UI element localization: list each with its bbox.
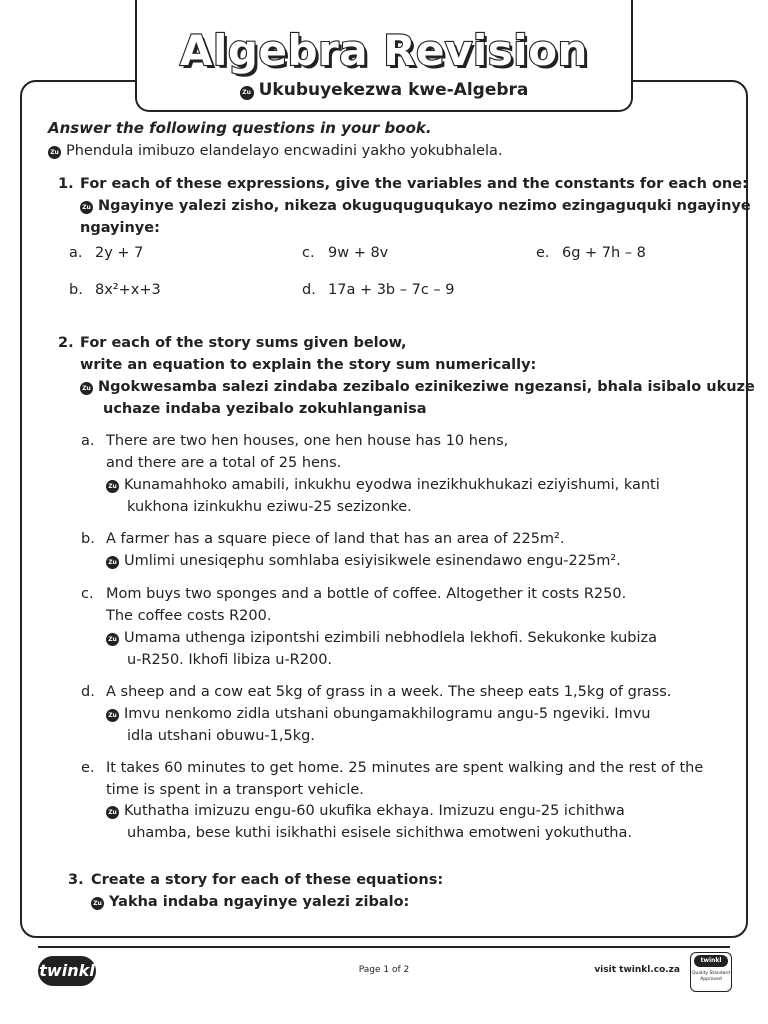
q2-english-cont: write an equation to explain the story sum numerically: <box>80 357 537 373</box>
zulu-badge-icon: Zu <box>80 201 93 214</box>
q1-zulu-cont: ngayinye: <box>80 220 160 236</box>
zulu-badge-icon: Zu <box>106 480 119 493</box>
q1-item-letter: c. <box>302 245 315 261</box>
q2c-english-cont: The coffee costs R200. <box>106 608 272 624</box>
twinkl-logo: twinkl <box>38 956 96 986</box>
q2e-zulu-text: Kuthatha imizuzu engu-60 ukufika ekhaya. Imizuzu engu-25 ichithwa <box>124 803 625 819</box>
q1-item-expr: 6g + 7h – 8 <box>562 245 646 261</box>
subtitle-text: Ukubuyekezwa kwe-Algebra <box>258 80 529 100</box>
q3-zulu <box>91 891 409 913</box>
visit-link[interactable]: visit twinkl.co.za <box>594 965 680 975</box>
zulu-badge-icon: Zu <box>240 86 254 100</box>
q2d-english: A sheep and a cow eat 5kg of grass in a week. The sheep eats 1,5kg of grass. <box>106 684 672 700</box>
zulu-badge-icon: Zu <box>48 146 61 159</box>
q2-zulu <box>80 376 755 398</box>
q2b-zulu <box>106 550 621 572</box>
q2-english: For each of the story sums given below, <box>80 335 407 351</box>
q2c-zulu-text: Umama uthenga izipontshi ezimbili nebhodlela lekhofi. Sekukonke kubiza <box>124 630 658 646</box>
q2-item-letter: a. <box>81 433 95 449</box>
q1-item-letter: a. <box>69 245 83 261</box>
q1-zulu-text: Ngayinye yalezi zisho, nikeza okuguquguqukayo nezimo ezingaguquki ngayinye <box>98 198 751 214</box>
q2c-english: Mom buys two sponges and a bottle of coffee. Altogether it costs R250. <box>106 586 627 602</box>
q1-item-expr: 9w + 8v <box>328 245 389 261</box>
q1-item-expr: 8x²+x+3 <box>95 282 161 298</box>
q2-zulu-cont: uchaze indaba yezibalo zokuhlanganisa <box>103 401 427 417</box>
q1-item-expr: 2y + 7 <box>95 245 144 261</box>
page-number: Page 1 of 2 <box>358 965 410 975</box>
q2-item-letter: d. <box>81 684 95 700</box>
q2b-zulu-text: Umlimi unesiqephu somhlaba esiyisikwele esinendawo engu-225m². <box>124 553 621 569</box>
q2a-zulu <box>106 474 660 496</box>
q3-english: Create a story for each of these equations: <box>91 872 444 888</box>
instruction-english: Answer the following questions in your book. <box>48 119 432 137</box>
zulu-badge-icon: Zu <box>80 382 93 395</box>
q1-number: 1. <box>58 176 74 192</box>
footer-divider <box>38 946 730 948</box>
zulu-badge-icon: Zu <box>106 633 119 646</box>
q1-item-expr: 17a + 3b – 7c – 9 <box>328 282 455 298</box>
q1-zulu <box>80 195 751 217</box>
q2a-english: There are two hen houses, one hen house has 10 hens, <box>106 433 509 449</box>
q1-english: For each of these expressions, give the variables and the constants for each one: <box>80 176 748 192</box>
zulu-badge-icon: Zu <box>91 897 104 910</box>
seal-text: Quality Standard Approved <box>692 971 730 982</box>
page-title: Algebra Revision <box>180 26 588 75</box>
q2b-english: A farmer has a square piece of land that has an area of 225m². <box>106 531 565 547</box>
q2-item-letter: c. <box>81 586 94 602</box>
zulu-badge-icon: Zu <box>106 556 119 569</box>
q2a-english-cont: and there are a total of 25 hens. <box>106 455 342 471</box>
q2d-zulu-text: Imvu nenkomo zidla utshani obungamakhilogramu angu-5 ngeviki. Imvu <box>124 706 651 722</box>
instruction-zulu <box>48 140 503 162</box>
quality-seal-icon <box>690 952 732 992</box>
q3-number: 3. <box>68 872 84 888</box>
q2c-zulu <box>106 627 657 649</box>
q2e-english-cont: time is spent in a transport vehicle. <box>106 782 364 798</box>
q2d-zulu-cont: idla utshani obuwu-1,5kg. <box>127 728 315 744</box>
q1-item-letter: b. <box>69 282 83 298</box>
q2c-zulu-cont: u-R250. Ikhofi libiza u-R200. <box>127 652 333 668</box>
q2e-zulu-cont: uhamba, bese kuthi isikhathi esisele sichithwa emotweni yokuthutha. <box>127 825 632 841</box>
title-tab <box>135 0 633 112</box>
q3-zulu-text: Yakha indaba ngayinye yalezi zibalo: <box>109 894 410 910</box>
q2-item-letter: e. <box>81 760 95 776</box>
page-subtitle <box>137 80 631 100</box>
zulu-badge-icon: Zu <box>106 709 119 722</box>
q2a-zulu-text: Kunamahhoko amabili, inkukhu eyodwa inezikhukhukazi eziyishumi, kanti <box>124 477 660 493</box>
q1-item-letter: e. <box>536 245 550 261</box>
q2e-english: It takes 60 minutes to get home. 25 minutes are spent walking and the rest of the <box>106 760 704 776</box>
q2e-zulu <box>106 800 625 822</box>
q2-item-letter: b. <box>81 531 95 547</box>
q2-zulu-text: Ngokwesamba salezi zindaba zezibalo ezinikeziwe ngezansi, bhala isibalo ukuze <box>98 379 755 395</box>
q2d-zulu <box>106 703 650 725</box>
q2-number: 2. <box>58 335 74 351</box>
seal-brand: twinkl <box>694 955 728 967</box>
zulu-badge-icon: Zu <box>106 806 119 819</box>
instruction-zulu-text: Phendula imibuzo elandelayo encwadini yakho yokubhalela. <box>66 143 503 159</box>
q2a-zulu-cont: kukhona izinkukhu eziwu-25 sezizonke. <box>127 499 412 515</box>
q1-item-letter: d. <box>302 282 316 298</box>
